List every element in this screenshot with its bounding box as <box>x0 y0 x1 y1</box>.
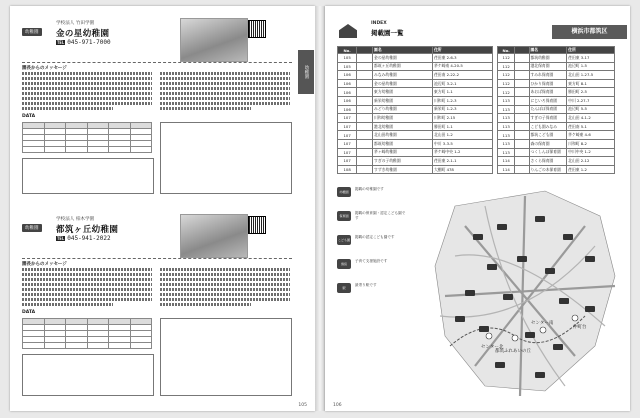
table-cell <box>515 105 529 114</box>
phone-number: TEL 045-941-2022 <box>57 235 111 242</box>
index-label: INDEX <box>371 21 387 26</box>
station-label: センター北 <box>481 345 504 350</box>
table-row <box>498 54 615 63</box>
table-cell: 荏田東 2-1-1 <box>433 157 493 166</box>
table-cell: 川和幼稚園 <box>373 114 433 123</box>
table-cell <box>357 165 373 174</box>
table-cell: 113 <box>498 114 515 123</box>
table-row <box>338 105 493 114</box>
table-cell: 106 <box>338 105 357 114</box>
header-cell <box>357 47 373 54</box>
table-cell: 森の保育園 <box>529 139 567 148</box>
index-title: 掲載園一覧 <box>371 29 404 37</box>
school-entry <box>22 214 292 404</box>
legend-badge: 施設 <box>337 259 351 269</box>
table-cell: 都筑こども園 <box>529 131 567 140</box>
table-row <box>338 157 493 166</box>
table-cell <box>357 96 373 105</box>
table-row <box>498 62 615 71</box>
legend-badge: 幼稚園 <box>337 187 351 197</box>
table-cell: 川和町 1-2-3 <box>433 96 493 105</box>
table-cell: 池辺町 5-5 <box>567 105 615 114</box>
table-cell <box>515 62 529 71</box>
text-column <box>160 70 290 112</box>
table-cell <box>357 139 373 148</box>
legend-badge: 保育園 <box>337 211 351 221</box>
right-page <box>325 6 630 411</box>
table-cell: 105 <box>338 54 357 63</box>
table-cell: 106 <box>338 79 357 88</box>
intro-heading: 園長からのメッセージ <box>22 66 67 71</box>
phone-number: TEL 045-971-7000 <box>57 39 111 46</box>
text-column <box>22 70 152 112</box>
table-row <box>338 88 493 97</box>
table-cell <box>515 88 529 97</box>
table-cell: 113 <box>498 148 515 157</box>
table-cell: 金の星幼稚園 <box>373 54 433 63</box>
table-cell <box>357 71 373 80</box>
map-legend <box>337 186 407 306</box>
table-row <box>498 131 615 140</box>
data-heading: DATA <box>22 114 36 119</box>
table-cell: みなみ幼稚園 <box>373 71 433 80</box>
table-cell: 113 <box>498 131 515 140</box>
table-cell <box>515 157 529 166</box>
table-cell <box>357 62 373 71</box>
legend-text: 掲載の幼稚園です <box>355 187 384 191</box>
table-cell: 荏田東 2-6-3 <box>433 54 493 63</box>
table-cell: すみれ保育園 <box>529 71 567 80</box>
table-cell: 茅ケ崎南 4-20-5 <box>433 62 493 71</box>
table-cell <box>515 122 529 131</box>
table-cell: こども園みなみ <box>529 122 567 131</box>
table-cell: あおば保育園 <box>529 88 567 97</box>
legend-item <box>337 282 407 299</box>
text-column <box>160 266 290 308</box>
table-cell: 106 <box>338 71 357 80</box>
page-number: 106 <box>333 403 342 408</box>
table-cell <box>515 139 529 148</box>
table-row <box>498 122 615 131</box>
table-cell: たんぽぽ保育園 <box>529 105 567 114</box>
station-label: センター南 <box>531 321 554 326</box>
table-cell: 新栄町 1-2-3 <box>433 105 493 114</box>
category-tag: 幼稚園 <box>22 224 42 232</box>
corporation-name: 学校法人 竹田学園 <box>56 21 95 26</box>
table-cell: りんごの木保育園 <box>529 165 567 174</box>
table-cell <box>357 114 373 123</box>
table-cell <box>515 114 529 123</box>
ward-label: 横浜市都筑区 <box>552 25 627 39</box>
table-row <box>498 114 615 123</box>
table-cell: 池辺町 1-5 <box>567 62 615 71</box>
table-cell: 都筑幼稚園 <box>529 54 567 63</box>
table-cell: 112 <box>498 71 515 80</box>
table-cell: 112 <box>498 88 515 97</box>
table-cell <box>515 71 529 80</box>
table-row <box>338 114 493 123</box>
table-cell: 北山田 2-12 <box>567 157 615 166</box>
table-cell: 中川 2-27-7 <box>567 96 615 105</box>
table-cell <box>357 148 373 157</box>
table-cell: 都筑幼稚園 <box>373 139 433 148</box>
table-cell: すぎの子幼稚園 <box>373 157 433 166</box>
table-cell <box>515 79 529 88</box>
table-cell <box>515 165 529 174</box>
table-row <box>498 96 615 105</box>
table-cell: 107 <box>338 148 357 157</box>
table-cell: みどり幼稚園 <box>373 105 433 114</box>
school-name: 金の星幼稚園 <box>56 29 110 39</box>
corporation-name: 学校法人 柏木学園 <box>56 217 95 222</box>
table-row <box>338 165 493 174</box>
table-cell: 大棚町 478 <box>433 165 493 174</box>
header-cell: 住所 <box>433 47 493 54</box>
header-cell: 園名 <box>529 47 567 54</box>
legend-item <box>337 258 407 275</box>
table-cell: 東方町 1-1 <box>433 88 493 97</box>
table-cell: すずき幼稚園 <box>373 165 433 174</box>
table-row <box>498 148 615 157</box>
table-cell: 池辺町 3-2-1 <box>433 79 493 88</box>
school-photo <box>180 214 248 258</box>
station-label: 都筑ふれあいの丘 <box>495 349 531 354</box>
legend-item <box>337 210 407 227</box>
table-cell: 108 <box>338 165 357 174</box>
table-cell: 112 <box>498 79 515 88</box>
table-cell: 113 <box>498 105 515 114</box>
table-row <box>498 105 615 114</box>
house-icon <box>339 24 357 38</box>
table-cell: 112 <box>498 62 515 71</box>
table-row <box>338 62 493 71</box>
table-cell: 勝田町 2-5 <box>567 88 615 97</box>
legend-text: 掲載の認定こども園です <box>355 235 395 239</box>
table-cell: 105 <box>338 62 357 71</box>
area-map <box>425 186 625 406</box>
table-cell: 中川中央 1-2 <box>567 148 615 157</box>
table-cell: 新栄幼稚園 <box>373 96 433 105</box>
school-entry <box>22 18 292 198</box>
index-header <box>337 21 615 41</box>
legend-item <box>337 234 407 251</box>
table-cell: 北山田幼稚園 <box>373 131 433 140</box>
school-name: 都筑ヶ丘幼稚園 <box>56 225 119 235</box>
table-cell <box>357 88 373 97</box>
fee-table <box>22 354 154 396</box>
table-cell: 106 <box>338 88 357 97</box>
table-cell: 都筑ヶ丘幼稚園 <box>373 62 433 71</box>
table-cell: 荏田南 5-1 <box>567 122 615 131</box>
table-cell: 北山田 4-1-2 <box>567 114 615 123</box>
category-tag: 幼稚園 <box>22 28 42 36</box>
table-cell: 112 <box>498 54 515 63</box>
table-cell: にじいろ保育園 <box>529 96 567 105</box>
table-cell: 107 <box>338 114 357 123</box>
left-page <box>10 6 315 411</box>
legend-text: 子育て支援施設です <box>355 259 388 263</box>
schedule-table <box>22 122 152 153</box>
legend-badge: 駅 <box>337 283 351 293</box>
header-cell: 住所 <box>567 47 615 54</box>
index-table <box>497 46 615 174</box>
table-cell: すぎの子保育園 <box>529 114 567 123</box>
table-cell: 茅ヶ崎幼稚園 <box>373 148 433 157</box>
table-cell <box>357 54 373 63</box>
table-row <box>338 71 493 80</box>
info-box <box>160 318 292 396</box>
table-row <box>498 88 615 97</box>
legend-text: 掲載の保育園・認定こども園です <box>355 211 406 220</box>
table-cell: 金の星幼稚園 <box>373 79 433 88</box>
table-cell: 川和町 8-2 <box>567 139 615 148</box>
header-cell: No. <box>338 47 357 54</box>
table-cell: 113 <box>498 139 515 148</box>
table-row <box>338 96 493 105</box>
qr-code-icon <box>248 20 266 38</box>
table-cell: 北山田 1-27-5 <box>567 71 615 80</box>
legend-badge: こども園 <box>337 235 351 245</box>
table-cell: 中川 3-3-5 <box>433 139 493 148</box>
table-header <box>498 47 615 54</box>
table-row <box>498 165 615 174</box>
table-cell: 114 <box>498 157 515 166</box>
table-row <box>498 139 615 148</box>
table-cell: 107 <box>338 139 357 148</box>
table-cell <box>357 105 373 114</box>
qr-code-icon <box>248 216 266 234</box>
fee-table <box>22 158 154 194</box>
table-cell <box>515 131 529 140</box>
table-cell: 107 <box>338 157 357 166</box>
legend-text: 最寄り駅です <box>355 283 377 287</box>
table-cell: 113 <box>498 96 515 105</box>
table-cell: 107 <box>338 131 357 140</box>
intro-heading: 園長からのメッセージ <box>22 262 67 267</box>
table-cell: 荏田東 3-17 <box>567 54 615 63</box>
header-cell <box>515 47 529 54</box>
side-tab: 幼稚園 <box>298 50 314 94</box>
table-row <box>338 122 493 131</box>
info-box <box>160 122 292 194</box>
table-cell <box>357 122 373 131</box>
header-cell: No. <box>498 47 515 54</box>
table-header <box>338 47 493 54</box>
table-row <box>498 157 615 166</box>
table-row <box>338 148 493 157</box>
table-cell: 114 <box>498 165 515 174</box>
table-cell: 東方町 8-1 <box>567 79 615 88</box>
table-cell: 茅ケ崎東 4-6 <box>567 131 615 140</box>
table-cell: さくら保育園 <box>529 157 567 166</box>
table-cell: 107 <box>338 122 357 131</box>
table-row <box>338 54 493 63</box>
table-row <box>338 131 493 140</box>
page-number: 105 <box>298 403 307 408</box>
table-cell: 港北保育園 <box>529 62 567 71</box>
table-cell: 113 <box>498 122 515 131</box>
table-cell <box>515 54 529 63</box>
table-cell: 川和町 2-15 <box>433 114 493 123</box>
table-cell <box>515 96 529 105</box>
table-cell <box>515 148 529 157</box>
table-cell <box>357 157 373 166</box>
legend-item <box>337 186 407 203</box>
table-cell: 港北幼稚園 <box>373 122 433 131</box>
table-cell: 茅ケ崎中央 1-2 <box>433 148 493 157</box>
table-cell: 荏田南 2-22-2 <box>433 71 493 80</box>
header-cell: 園名 <box>373 47 433 54</box>
text-column <box>22 266 152 308</box>
table-cell: 勝田町 1-1 <box>433 122 493 131</box>
table-cell: 北山田 1-2 <box>433 131 493 140</box>
table-row <box>498 71 615 80</box>
table-cell <box>357 79 373 88</box>
book-gutter <box>315 6 325 411</box>
schedule-table <box>22 318 152 349</box>
school-photo <box>180 18 248 62</box>
index-badge <box>337 21 367 41</box>
table-row <box>338 79 493 88</box>
table-row <box>338 139 493 148</box>
table-row <box>498 79 615 88</box>
index-table <box>337 46 493 174</box>
table-cell: 106 <box>338 96 357 105</box>
table-cell: 東方幼稚園 <box>373 88 433 97</box>
data-heading: DATA <box>22 310 36 315</box>
table-cell: 荏田東 1-2 <box>567 165 615 174</box>
table-cell: つくしんぼ保育園 <box>529 148 567 157</box>
station-label: 仲町台 <box>573 325 587 330</box>
table-cell: ひかり保育園 <box>529 79 567 88</box>
table-cell <box>357 131 373 140</box>
